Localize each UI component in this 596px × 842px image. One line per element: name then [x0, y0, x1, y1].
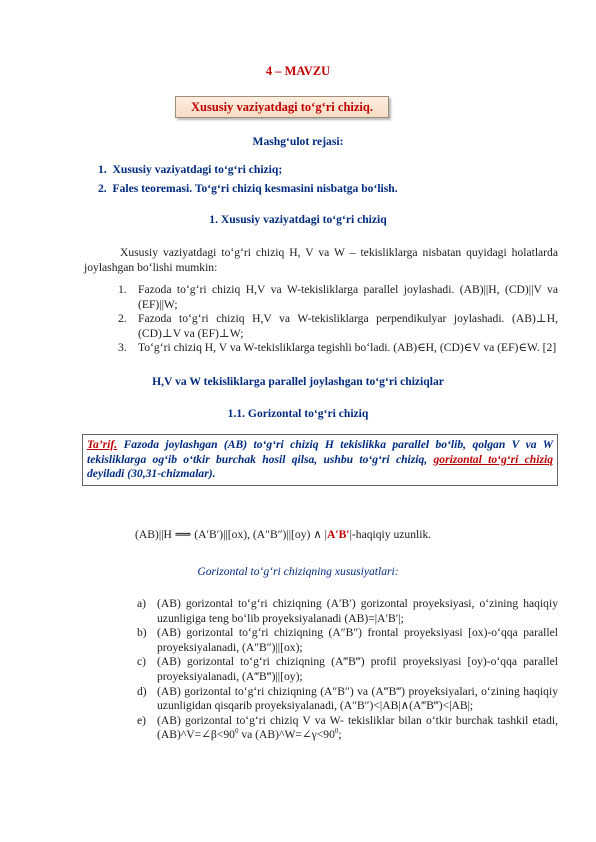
list-item	[137, 655, 558, 684]
list-item-text: va (AB)^W=∠γ<90	[238, 728, 335, 742]
plan-item-number: 1.	[98, 163, 107, 176]
list-item	[137, 714, 558, 743]
plan-item	[98, 163, 558, 182]
formula-tail: |-haqiqiy uzunlik.	[349, 528, 432, 541]
degree-superscript: 0	[234, 727, 239, 736]
list-marker: e)	[137, 713, 147, 727]
list-item-text: ;	[338, 728, 342, 742]
list-marker: c)	[137, 655, 147, 669]
definition-label: Ta’rif.	[87, 438, 118, 451]
list-item	[118, 341, 558, 356]
properties-title: Gorizontal to‘g‘ri chiziqning xususiyatlari:	[197, 565, 399, 578]
list-item-text: (AB) gorizontal to‘g‘ri chiziq V va W- tekisliklar bilan o‘tkir burchak tashkil etadi, (AB)^V=∠β<90	[157, 713, 558, 742]
list-item-text: Fazoda to‘g‘ri chiziq H,V va W-tekisliklarga perpendikulyar joylashadi. (AB)⊥H, (CD)⊥V va (EF)⊥W;	[138, 312, 558, 340]
list-item	[137, 626, 558, 655]
degree-superscript: 0	[334, 727, 339, 736]
subsection-heading: 1.1. Gorizontal to‘g‘ri chiziq	[227, 407, 369, 420]
plan-item-number: 2.	[98, 182, 107, 195]
list-marker: d)	[137, 684, 147, 698]
theme-title-box: Xususiy vaziyatdagi to‘g‘ri chiziq.	[175, 96, 389, 118]
list-marker: 3.	[118, 341, 127, 355]
list-item	[137, 597, 558, 626]
plan-item	[98, 182, 558, 201]
list-item-text: (AB) gorizontal to‘g‘ri chiziqning (A″B″) frontal proyeksiyasi [ox)-o‘qqa parallel proyeksiyalanadi, (A″B″)||[ox);	[157, 626, 558, 654]
list-item-text: (AB) gorizontal to‘g‘ri chiziqning (A‴B‴) profil proyeksiyasi [oy)-o‘qqa parallel proyeksiyalanadi, (A‴B‴)||[oy);	[157, 655, 558, 683]
formula-line	[135, 528, 558, 543]
list-item-text: To‘g‘ri chiziq H, V va W-tekisliklarga tegishli bo‘ladi. (AB)∈H, (CD)∈V va (EF)∈W. [2]	[138, 341, 557, 355]
formula-highlight: A′B′	[326, 528, 350, 541]
section-title: 1. Xususiy vaziyatdagi to‘g‘ri chiziq	[209, 213, 387, 226]
plan-item-text: Xususiy vaziyatdagi to‘g‘ri chiziq;	[112, 163, 283, 176]
cases-list	[118, 283, 558, 356]
list-marker: 1.	[118, 283, 127, 296]
definition-term: gorizontal to‘g‘ri chiziq	[433, 452, 553, 466]
list-item	[118, 312, 558, 341]
definition-tail: deyiladi (30,31-chizmalar).	[87, 467, 216, 481]
intro-paragraph: Xususiy vaziyatdagi to‘g‘ri chiziq H, V va W – tekisliklarga nisbatan quyidagi holatlarda joylashgan bo‘lishi mumkin:	[84, 246, 558, 274]
definition-box	[82, 434, 558, 486]
definition-text: Fazoda joylashgan (AB) to‘g‘ri chiziq H tekislikka parallel bo‘lib, qolgan V va W tekisliklarga og‘ib o‘tkir burchak hosil qilsa, ushbu to‘g‘ri chiziq,	[87, 438, 554, 466]
list-item-text: (AB) gorizontal to‘g‘ri chiziqning (A″B″) va (A‴B‴) proyeksiyalari, o‘zining haqiqiy uzunligidan qisqarib proyeksiyalanadi, (A″B″)<|AB|∧(A‴B‴)<|AB|;	[157, 684, 558, 713]
list-item	[118, 283, 558, 312]
list-marker: 2.	[118, 312, 127, 326]
list-item-text: (AB) gorizontal to‘g‘ri chiziqning (A′B′) gorizontal proyeksiyasi, o‘zining haqiqiy uzunligiga teng bo‘lib proyeksiyalanadi (AB)=|A′B′|;	[157, 597, 558, 625]
plan-list	[98, 163, 558, 201]
list-item-text: Fazoda to‘g‘ri chiziq H,V va W-tekisliklarga parallel joylashadi. (AB)||H, (CD)||V va (EF)||W;	[138, 283, 558, 311]
properties-list	[137, 597, 558, 743]
formula-text: (AB)||H ⟹ (A′B′)||[ox), (A″B″)||[oy) ∧ |	[135, 528, 327, 541]
topic-title: 4 – MAVZU	[265, 64, 331, 78]
plan-item-text: Fales teoremasi. To‘g‘ri chiziq kesmasini nisbatga bo‘lish.	[112, 182, 398, 195]
list-marker: a)	[137, 597, 147, 610]
list-item	[137, 685, 558, 714]
list-marker: b)	[137, 626, 147, 640]
section-heading: H,V va W tekisliklarga parallel joylashgan to‘g‘ri chiziqlar	[152, 375, 444, 388]
plan-title: Mashg‘ulot rejasi:	[252, 135, 344, 148]
